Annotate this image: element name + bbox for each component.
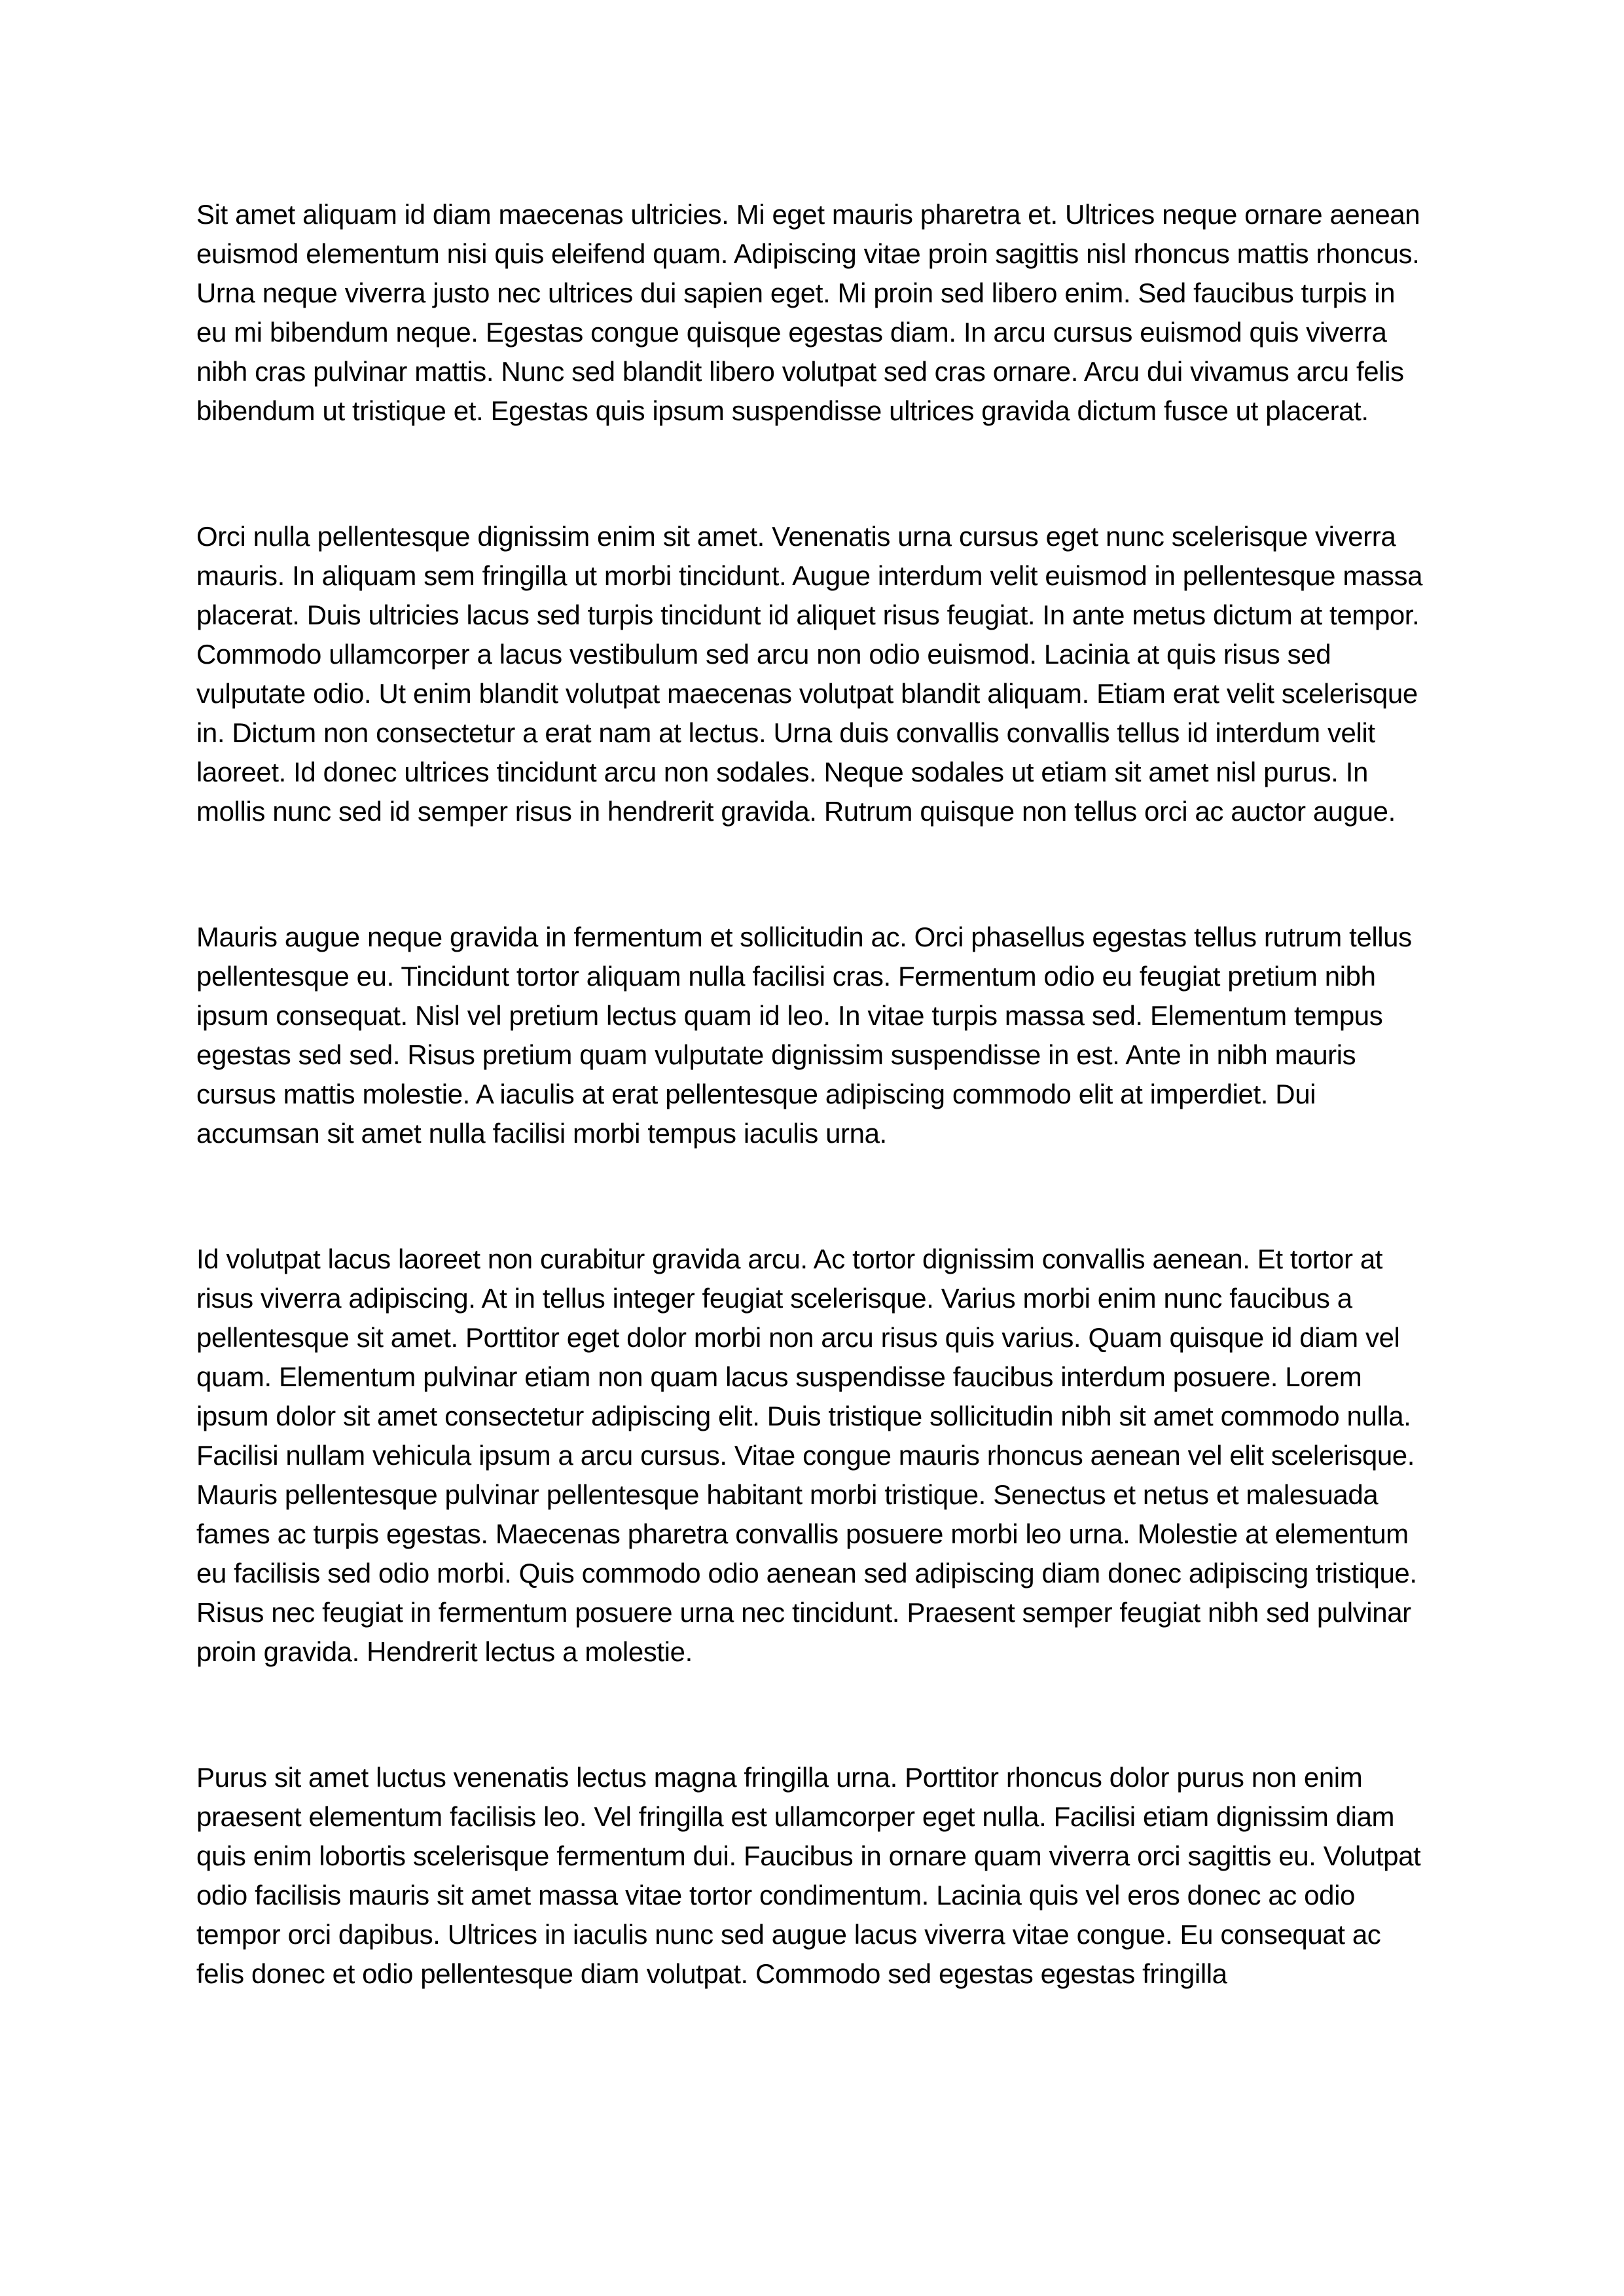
paragraph-5: Purus sit amet luctus venenatis lectus magna fringilla urna. Porttitor rhoncus dolor purus non enim praesent elementum facilisis leo. Vel fringilla est ullamcorper eget nulla. Facilisi etiam dignissim diam quis enim lobortis scelerisque fermentum dui. Faucibus in ornare quam viverra orci sagittis eu. Volutpat odio facilisis mauris sit amet massa vitae tortor condimentum. Lacinia quis vel eros donec ac odio tempor orci dapibus. Ultrices in iaculis nunc sed augue lacus viverra vitae congue. Eu consequat ac felis donec et odio pellentesque diam volutpat. Commodo sed egestas egestas fringilla (196, 1762, 1421, 1989)
paragraph-4: Id volutpat lacus laoreet non curabitur gravida arcu. Ac tortor dignissim convallis aenean. Et tortor at risus viverra adipiscing. At in tellus integer feugiat scelerisque. Varius morbi enim nunc faucibus a pellentesque sit amet. Porttitor eget dolor morbi non arcu risus quis varius. Quam quisque id diam vel quam. Elementum pulvinar etiam non quam lacus suspendisse faucibus interdum posuere. Lorem ipsum dolor sit amet consectetur adipiscing elit. Duis tristique sollicitudin nibh sit amet commodo nulla. Facilisi nullam vehicula ipsum a arcu cursus. Vitae congue mauris rhoncus aenean vel elit scelerisque. Mauris pellentesque pulvinar pellentesque habitant morbi tristique. Senectus et netus et malesuada fames ac turpis egestas. Maecenas pharetra convallis posuere morbi leo urna. Molestie at elementum eu facilisis sed odio morbi. Quis commodo odio aenean sed adipiscing diam donec adipiscing tristique. Risus nec feugiat in fermentum posuere urna nec tincidunt. Praesent semper feugiat nibh sed pulvinar proin gravida. Hendrerit lectus a molestie. (196, 1244, 1417, 1667)
paragraph-3: Mauris augue neque gravida in fermentum et sollicitudin ac. Orci phasellus egestas tellus rutrum tellus pellentesque eu. Tincidunt tortor aliquam nulla facilisi cras. Fermentum odio eu feugiat pretium nibh ipsum consequat. Nisl vel pretium lectus quam id leo. In vitae turpis massa sed. Elementum tempus egestas sed sed. Risus pretium quam vulputate dignissim suspendisse in est. Ante in nibh mauris cursus mattis molestie. A iaculis at erat pellentesque adipiscing commodo elit at imperdiet. Dui accumsan sit amet nulla facilisi morbi tempus iaculis urna. (196, 922, 1412, 1149)
paragraph-2: Orci nulla pellentesque dignissim enim sit amet. Venenatis urna cursus eget nunc scelerisque viverra mauris. In aliquam sem fringilla ut morbi tincidunt. Augue interdum velit euismod in pellentesque massa placerat. Duis ultricies lacus sed turpis tincidunt id aliquet risus feugiat. In ante metus dictum at tempor. Commodo ullamcorper a lacus vestibulum sed arcu non odio euismod. Lacinia at quis risus sed vulputate odio. Ut enim blandit volutpat maecenas volutpat blandit aliquam. Etiam erat velit scelerisque in. Dictum non consectetur a erat nam at lectus. Urna duis convallis convallis tellus id interdum velit laoreet. Id donec ultrices tincidunt arcu non sodales. Neque sodales ut etiam sit amet nisl purus. In mollis nunc sed id semper risus in hendrerit gravida. Rutrum quisque non tellus orci ac auctor augue. (196, 521, 1423, 827)
paragraph-1: Sit amet aliquam id diam maecenas ultricies. Mi eget mauris pharetra et. Ultrices neque ornare aenean euismod elementum nisi quis eleifend quam. Adipiscing vitae proin sagittis nisl rhoncus mattis rhoncus. Urna neque viverra justo nec ultrices dui sapien eget. Mi proin sed libero enim. Sed faucibus turpis in eu mi bibendum neque. Egestas congue quisque egestas diam. In arcu cursus euismod quis viverra nibh cras pulvinar mattis. Nunc sed blandit libero volutpat sed cras ornare. Arcu dui vivamus arcu felis bibendum ut tristique et. Egestas quis ipsum suspendisse ultrices gravida dictum fusce ut placerat. (196, 199, 1420, 426)
